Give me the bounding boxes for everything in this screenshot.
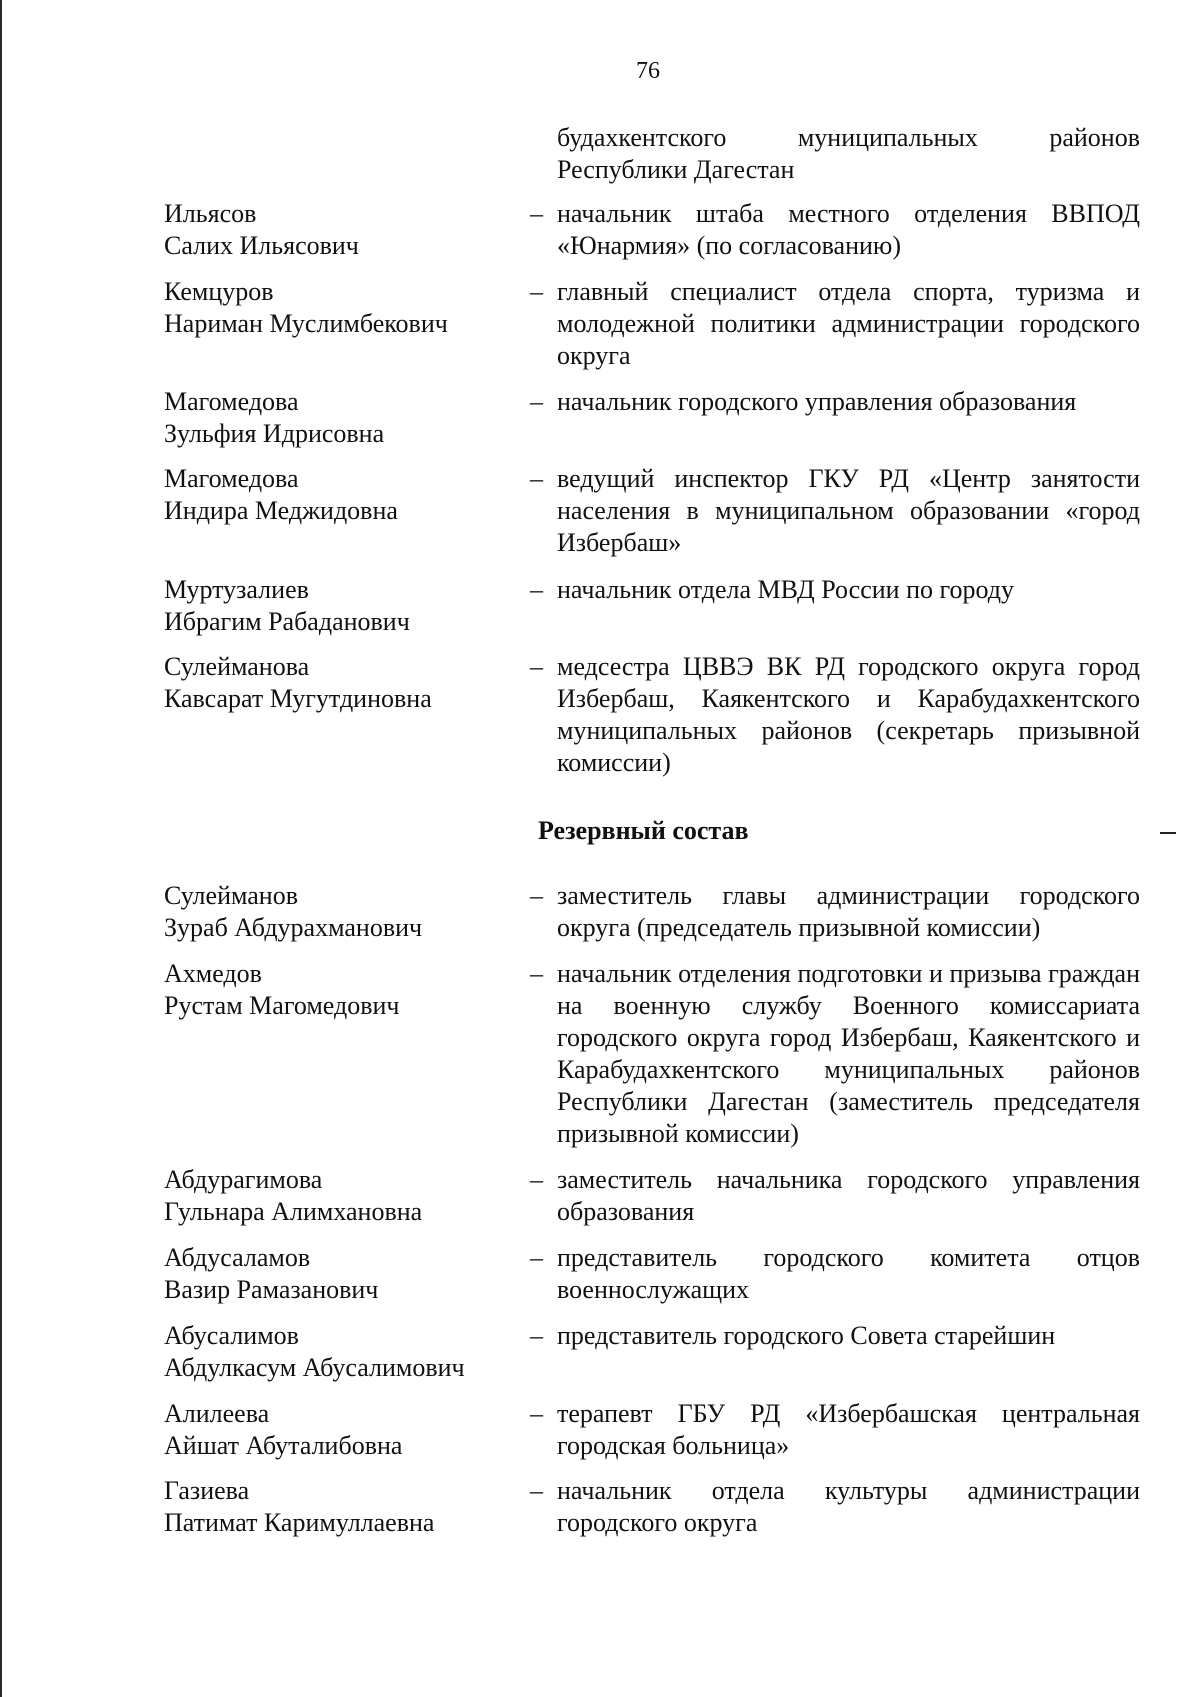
member-surname: Сулейманов <box>164 881 298 910</box>
dash: – <box>530 575 543 604</box>
member-given-names: Рустам Магомедович <box>164 991 400 1020</box>
member-given-names: Нариман Муслимбекович <box>164 309 448 338</box>
dash: – <box>530 652 543 681</box>
member-given-names: Зульфия Идрисовна <box>164 419 385 448</box>
member-given-names: Патимат Каримуллаевна <box>164 1508 435 1537</box>
member-role: начальник городского управления образования <box>557 387 1077 416</box>
dash: – <box>530 199 543 228</box>
member-surname: Ахмедов <box>164 959 262 988</box>
member-given-names: Абдулкасум Абусалимович <box>164 1353 465 1382</box>
dash: – <box>530 1321 543 1350</box>
dash: – <box>530 959 543 988</box>
member-name <box>164 651 524 715</box>
member-name <box>164 958 524 1022</box>
dash: – <box>530 1399 543 1428</box>
dash: – <box>530 1165 543 1194</box>
member-role: заместитель начальника городского управления образования <box>557 1165 1140 1226</box>
member-surname: Абдусаламов <box>164 1243 311 1272</box>
member-role: главный специалист отдела спорта, туризма и молодежной политики администрации городского округа <box>557 277 1140 370</box>
member-surname: Алилеева <box>164 1399 270 1428</box>
member-surname: Абдурагимова <box>164 1165 323 1194</box>
member-surname: Кемцуров <box>164 277 274 306</box>
scan-edge <box>0 0 2 1697</box>
dash: – <box>530 1476 543 1505</box>
member-role: начальник штаба местного отделения ВВПОД «Юнармия» (по согласованию) <box>557 199 1140 260</box>
member-name <box>164 198 524 262</box>
member-surname: Магомедова <box>164 387 299 416</box>
member-given-names: Зураб Абдурахманович <box>164 913 423 942</box>
member-role: представитель городского Совета старейшин <box>557 1321 1056 1350</box>
member-role: терапевт ГБУ РД «Избербашская центральная городская больница» <box>557 1399 1140 1460</box>
member-role: начальник отделения подготовки и призыва граждан на военную службу Военного комиссариата городского округа город Избербаш, Каякентского и Карабудахкентского муниципальных районов Республики Дагестан (заместитель председателя призывной комиссии) <box>557 959 1140 1148</box>
member-role: заместитель главы администрации городского округа (председатель призывной комиссии) <box>557 881 1140 942</box>
member-surname: Абусалимов <box>164 1321 299 1350</box>
member-name <box>164 1320 524 1384</box>
member-given-names: Кавсарат Мугутдиновна <box>164 684 432 713</box>
dash: – <box>530 881 543 910</box>
member-given-names: Гульнара Алимхановна <box>164 1197 423 1226</box>
member-given-names: Вазир Рамазанович <box>164 1275 379 1304</box>
member-role: начальник отдела МВД России по городу <box>557 575 1014 604</box>
member-surname: Ильясов <box>164 199 257 228</box>
member-name <box>164 463 524 527</box>
member-given-names: Индира Меджидовна <box>164 496 398 525</box>
member-surname: Муртузалиев <box>164 575 309 604</box>
member-name <box>164 574 524 638</box>
page-number: 76 <box>636 58 660 84</box>
member-given-names: Салих Ильясович <box>164 231 359 260</box>
member-name <box>164 1164 524 1228</box>
continuation-text: будахкентского муниципальных районов Республики Дагестан <box>557 123 1140 184</box>
member-role: представитель городского комитета отцов военнослужащих <box>557 1243 1140 1304</box>
dash: – <box>530 277 543 306</box>
member-role: начальник отдела культуры администрации городского округа <box>557 1476 1140 1537</box>
member-name <box>164 1398 524 1462</box>
member-role: медсестра ЦВВЭ ВК РД городского округа город Избербаш, Каякентского и Карабудахкентского муниципальных районов (секретарь призывной комиссии) <box>557 652 1140 777</box>
member-given-names: Айшат Абуталибовна <box>164 1431 403 1460</box>
member-name <box>164 386 524 450</box>
dash: – <box>530 464 543 493</box>
member-surname: Магомедова <box>164 464 299 493</box>
member-name <box>164 276 524 340</box>
member-name <box>164 1242 524 1306</box>
member-name <box>164 1475 524 1539</box>
margin-mark <box>1160 832 1176 834</box>
member-surname: Газиева <box>164 1476 250 1505</box>
member-role: ведущий инспектор ГКУ РД «Центр занятости населения в муниципальном образовании «город Избербаш» <box>557 464 1140 557</box>
member-given-names: Ибрагим Рабаданович <box>164 607 410 636</box>
dash: – <box>530 1243 543 1272</box>
member-surname: Сулейманова <box>164 652 310 681</box>
section-title: Резервный состав <box>538 816 749 845</box>
member-name <box>164 880 524 944</box>
dash: – <box>530 387 543 416</box>
